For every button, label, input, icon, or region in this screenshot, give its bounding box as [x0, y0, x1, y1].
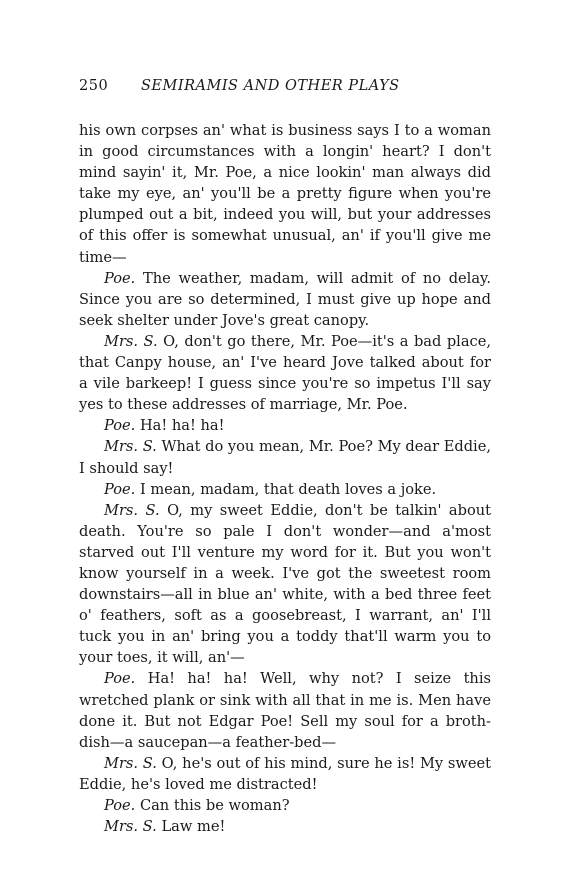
speaker-name: Mrs. S. [104, 501, 160, 519]
speaker-name: Poe. [104, 417, 136, 435]
running-header [79, 78, 504, 94]
dialogue-text: Ha! ha! ha! Well, why not? I seize this wretched plank or sink with all that in me is. Men have done it. But not Edgar Poe! Sell my soul for a broth-dish—a saucepan—a feather-bed— [79, 670, 491, 751]
dialogue-paragraph [79, 816, 491, 837]
dialogue-text: The weather, madam, will admit of no delay. Since you are so determined, I must give up hope and seek shelter under Jove's great canopy. [79, 269, 491, 329]
page-body [79, 120, 491, 837]
dialogue-text: Law me! [161, 818, 226, 836]
dialogue-text: his own corpses an' what is business says I to a woman in good circumstances with a longin' heart? I don't mind sayin' it, Mr. Poe, a nice lookin' man always did take my eye, an' you'll be a pretty figure when you're plumped out a bit, indeed you will, but your addresses of this offer is somewhat unusual, an' if you'll give me time— [79, 122, 491, 266]
dialogue-paragraph [79, 668, 491, 752]
page-number: 250 [79, 78, 109, 94]
dialogue-text: What do you mean, Mr. Poe? My dear Eddie, I should say! [79, 438, 491, 477]
speaker-name: Poe. [104, 269, 136, 287]
dialogue-paragraph [79, 331, 491, 415]
dialogue-text: O, don't go there, Mr. Poe—it's a bad place, that Canpy house, an' I've heard Jove talked about for a vile barkeep! I guess since you're so impetus I'll say yes to these addresses of marriage, Mr. Poe. [79, 332, 491, 414]
dialogue-paragraph [79, 415, 491, 436]
dialogue-paragraph [79, 500, 491, 669]
dialogue-paragraph [79, 268, 491, 331]
speaker-name: Mrs. S. [104, 818, 157, 836]
dialogue-text: O, he's out of his mind, sure he is! My sweet Eddie, he's loved me distracted! [79, 754, 491, 793]
speaker-name: Poe. [104, 797, 136, 814]
dialogue-paragraph [79, 795, 491, 816]
dialogue-text: O, my sweet Eddie, don't be talkin' about death. You're so pale I don't wonder—and a'most starved out I'll venture my word for it. But you won't know yourself in a week. I've got the sweetest room downstairs—all in blue an' white, with a bed three feet o' feathers, soft as a goosebreast, I warrant, an' I'll tuck you in an' bring you a toddy that'll warm you to your toes, it will, an'— [79, 501, 491, 667]
speaker-name: Poe. [104, 480, 136, 498]
running-title: SEMIRAMIS AND OTHER PLAYS [141, 78, 400, 94]
dialogue-paragraph [79, 753, 491, 795]
dialogue-text: I mean, madam, that death loves a joke. [139, 480, 437, 498]
dialogue-text: Can this be woman? [139, 797, 290, 814]
dialogue-text: Ha! ha! ha! [139, 417, 225, 435]
dialogue-paragraph [79, 436, 491, 478]
speaker-name: Mrs. S. [104, 438, 157, 456]
speaker-name: Mrs. S. [104, 332, 158, 350]
dialogue-paragraph [79, 479, 491, 500]
speaker-name: Mrs. S. [104, 754, 157, 772]
speaker-name: Poe. [104, 670, 136, 688]
continuation-paragraph [79, 120, 491, 268]
